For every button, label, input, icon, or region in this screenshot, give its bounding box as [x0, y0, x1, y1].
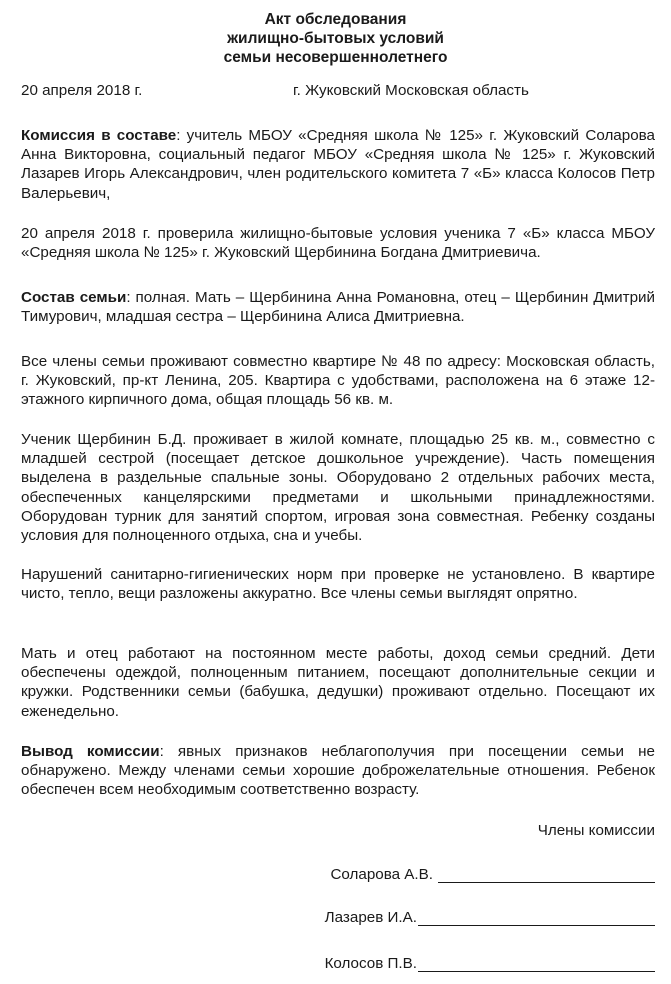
- conclusion-paragraph: [21, 742, 655, 800]
- signature-name: Колосов П.В.: [324, 955, 417, 972]
- signature-name: Соларова А.В.: [330, 866, 433, 883]
- date-location-line: [21, 82, 661, 102]
- conclusion-text: : явных признаков неблагополучия при посещении семьи не обнаружено. Между членами семьи хорошие доброжелательные отношения. Ребенок обеспечен всем необходимым соответственно возрасту.: [21, 743, 655, 799]
- student-paragraph: Ученик Щербинин Б.Д. проживает в жилой комнате, площадью 25 кв. м., совместно с младшей сестрой (посещает детское дошкольное учреждение). Часть помещения выделена в раздельные спальные зоны. Оборудовано 2 отдельных рабочих места, обеспеченных канцелярскими предметами и школьными принадлежностями. Оборудован турник для занятий спортом, игровая зона совместная. Ребенку созданы условия для полноценного отдыха, сна и учебы.: [21, 431, 655, 545]
- document-date: 20 апреля 2018 г.: [21, 82, 143, 99]
- signature-row: [0, 955, 671, 979]
- signature-line: [438, 882, 655, 883]
- commission-text: : учитель МБОУ «Средняя школа № 125» г. Жуковский Соларова Анна Викторовна, социальный педагог МБОУ «Средняя школа № 125» г. Жуковский Лазарев Игорь Александрович, член родительского комитета 7 «Б» класса Колосов Петр Валерьевич,: [21, 127, 655, 202]
- family-text: : полная. Мать – Щербинина Анна Романовна, отец – Щербинин Дмитрий Тимурович, младшая сестра – Щербинина Алиса Дмитриевна.: [21, 289, 655, 326]
- document-city: г. Жуковский Московская область: [293, 82, 529, 99]
- title-line-1: Акт обследования: [264, 11, 407, 28]
- commission-label: Комиссия в составе: [21, 127, 177, 144]
- document-title: [0, 10, 671, 67]
- signature-row: [0, 909, 671, 933]
- title-line-3: семьи несовершеннолетнего: [223, 49, 448, 66]
- hygiene-paragraph: Нарушений санитарно-гигиенических норм при проверке не установлено. В квартире чисто, тепло, вещи разложены аккуратно. Все члены семьи выглядят опрятно.: [21, 566, 655, 603]
- family-label: Состав семьи: [21, 289, 127, 306]
- members-title: Члены комиссии: [537, 822, 655, 839]
- signature-name: Лазарев И.А.: [324, 909, 417, 926]
- parents-paragraph: Мать и отец работают на постоянном месте работы, доход семьи средний. Дети обеспечены одеждой, полноценным питанием, посещают дополнительные секции и кружки. Родственники семьи (бабушка, дедушки) проживают отдельно. Посещают их еженедельно.: [21, 645, 655, 720]
- signature-line: [418, 925, 655, 926]
- conclusion-label: Вывод комиссии: [21, 743, 160, 760]
- family-paragraph: [21, 288, 655, 326]
- commission-paragraph: [21, 126, 655, 203]
- check-paragraph: 20 апреля 2018 г. проверила жилищно-бытовые условия ученика 7 «Б» класса МБОУ «Средняя школа № 125» г. Жуковский Щербинина Богдана Дмитриевича.: [21, 225, 655, 262]
- residence-paragraph: Все члены семьи проживают совместно квартире № 48 по адресу: Московская область, г. Жуковский, пр-кт Ленина, 205. Квартира с удобствами, расположена на 6 этаже 12-этажного кирпичного дома, общая площадь 56 кв. м.: [21, 353, 655, 409]
- signature-line: [418, 971, 655, 972]
- signature-row: [0, 866, 671, 890]
- title-line-2: жилищно-бытовых условий: [227, 30, 444, 47]
